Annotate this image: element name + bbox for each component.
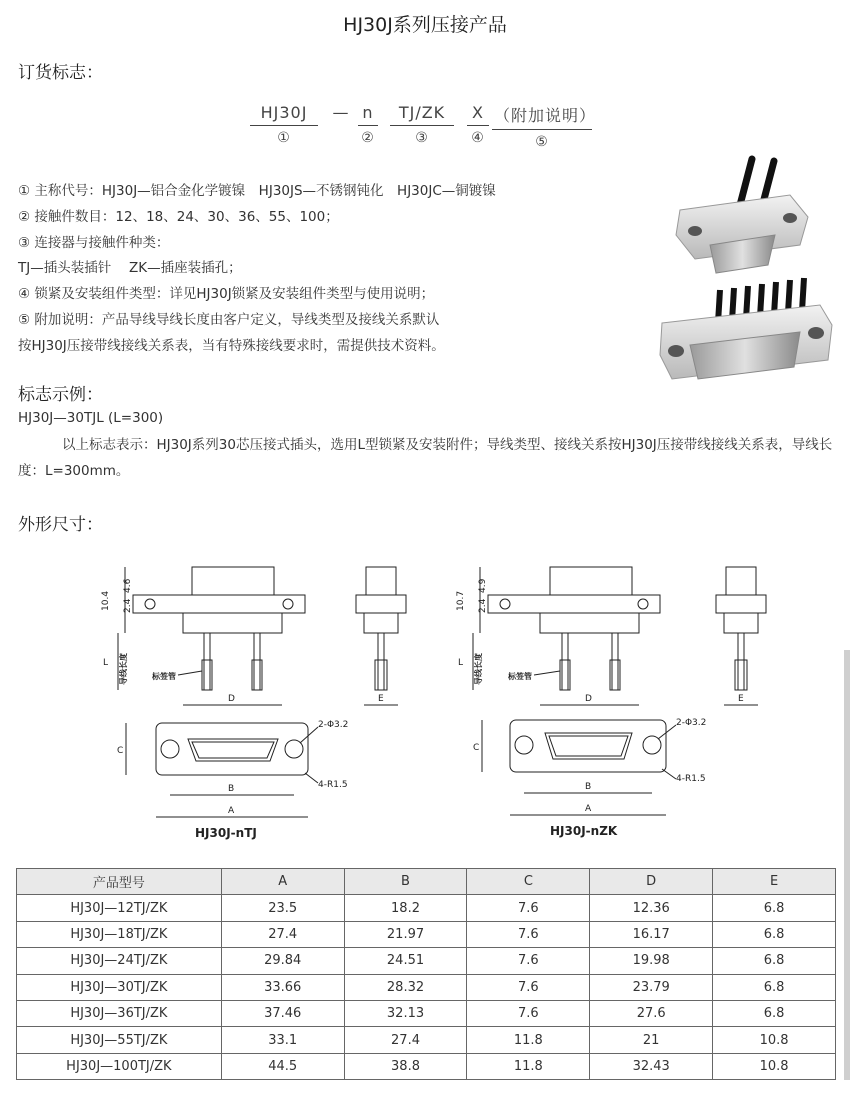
ordering-line-1: ① 主称代号：HJ30J—铝合金化学镀镍 HJ30JS—不锈钢钝化 HJ30JC—铜镀镍 [18,183,496,199]
table-cell: 12.36 [590,895,713,921]
table-cell: 29.84 [221,948,344,974]
drawing-tj [101,567,406,840]
code-segment-text: TJ/ZK [390,103,454,126]
table-cell: 33.66 [221,974,344,1000]
table-cell: 16.17 [590,921,713,947]
code-segment-number: ② [361,130,375,146]
column-header: E [713,869,836,895]
dim-a: 2.4 [123,598,133,613]
table-row [17,921,836,947]
code-segment-3 [390,103,454,146]
page-title: HJ30J系列压接产品 [343,14,507,36]
example-code: HJ30J—30TJL (L=300) [18,410,164,426]
table-cell: 6.8 [713,921,836,947]
sleeve-label: 标签管 [152,672,176,681]
table-row [17,948,836,974]
ordering-line-6: ⑤ 附加说明：产品导线导线长度由客户定义，导线类型及接线关系默认 [18,312,440,328]
code-segment-2 [358,103,378,146]
wire-length-label: 导线长度 [474,653,483,685]
table-row [17,1000,836,1026]
code-segment-text: （附加说明） [492,103,592,130]
example-paragraph: 以上标志表示：HJ30J系列30芯压接式插头，选用L型锁紧及安装附件；导线类型、接线关系按HJ30J压接带线接线关系表，导线长度：L=300mm。 [18,437,833,479]
drawing-caption: HJ30J-nTJ [195,826,257,840]
code-segment-number: ④ [471,130,485,146]
code-segment-4 [467,103,489,146]
table-cell: 10.8 [713,1027,836,1053]
table-cell: 6.8 [713,948,836,974]
dim-e: E [378,694,384,704]
table-cell: 7.6 [467,921,590,947]
table-cell: 23.79 [590,974,713,1000]
dim-c: C [117,746,124,756]
column-header: B [344,869,467,895]
dim-b: 4.6 [123,578,133,593]
dim-l: L [103,658,109,668]
connector-photo-large [660,278,832,379]
table-cell: 18.2 [344,895,467,921]
spec-table [16,868,836,1080]
table-cell: 6.8 [713,895,836,921]
code-segment-text: HJ30J [250,103,318,126]
table-header-row [17,869,836,895]
column-header: A [221,869,344,895]
table-cell: 10.8 [713,1053,836,1079]
dimensions-heading: 外形尺寸： [18,515,103,535]
table-cell: 7.6 [467,948,590,974]
code-segment-text: — [332,103,350,122]
dimension-drawing [0,555,850,845]
code-segment-1 [250,103,318,146]
table-cell: 38.8 [344,1053,467,1079]
table-cell: HJ30J—24TJ/ZK [17,948,222,974]
column-header: 产品型号 [17,869,222,895]
code-segment-number: ⑤ [535,134,549,150]
table-cell: 6.8 [713,974,836,1000]
ordering-line-5: ④ 锁紧及安装组件类型：详见HJ30J锁紧及安装组件类型与使用说明； [18,286,435,302]
table-cell: 27.4 [344,1027,467,1053]
dim-a: 2.4 [478,598,488,613]
table-cell: 6.8 [713,1000,836,1026]
table-cell: HJ30J—36TJ/ZK [17,1000,222,1026]
ordering-code [0,103,850,153]
table-cell: 11.8 [467,1027,590,1053]
table-cell: 23.5 [221,895,344,921]
product-photo [640,155,840,395]
dim-a-width: A [228,806,235,816]
table-cell: HJ30J—30TJ/ZK [17,974,222,1000]
dim-e: E [738,694,744,704]
table-cell: HJ30J—55TJ/ZK [17,1027,222,1053]
hole-label: 2-Φ3.2 [676,718,707,728]
table-cell: 27.6 [590,1000,713,1026]
dim-b: 4.9 [478,578,488,593]
code-segment-dash [330,103,352,125]
table-cell: 21 [590,1027,713,1053]
table-cell: HJ30J—12TJ/ZK [17,895,222,921]
sleeve-label: 标签管 [508,672,532,681]
code-segment-5 [492,103,597,150]
example-heading: 标志示例： [18,385,103,405]
table-cell: 28.32 [344,974,467,1000]
table-cell: 24.51 [344,948,467,974]
ordering-line-7: 按HJ30J压接带线接线关系表，当有特殊接线要求时，需提供技术资料。 [18,338,445,354]
ordering-line-4: TJ—插头装插针 ZK—插座装插孔； [18,260,242,276]
ordering-line-2: ② 接触件数目：12、18、24、30、36、55、100； [18,209,339,225]
table-cell: HJ30J—100TJ/ZK [17,1053,222,1079]
code-segment-text: n [358,103,378,126]
scrollbar[interactable] [844,650,850,1080]
radius-label: 4-R1.5 [676,774,706,784]
dim-c: C [473,743,480,753]
radius-label: 4-R1.5 [318,780,348,790]
table-cell: 33.1 [221,1027,344,1053]
ordering-heading: 订货标志： [18,63,103,83]
table-cell: 7.6 [467,1000,590,1026]
table-cell: 32.13 [344,1000,467,1026]
drawing-zk [456,567,766,838]
code-segment-number: ① [277,130,291,146]
dim-b-width: B [228,784,235,794]
table-cell: 21.97 [344,921,467,947]
dim-total: 10.4 [101,590,111,611]
column-header: C [467,869,590,895]
table-row [17,895,836,921]
table-cell: 19.98 [590,948,713,974]
table-cell: 44.5 [221,1053,344,1079]
table-cell: 37.46 [221,1000,344,1026]
hole-label: 2-Φ3.2 [318,720,349,730]
dim-a-width: A [585,804,592,814]
column-header: D [590,869,713,895]
drawing-caption: HJ30J-nZK [550,824,618,838]
table-cell: 7.6 [467,974,590,1000]
code-segment-text: X [467,103,489,126]
wire-length-label: 导线长度 [119,653,128,685]
table-row [17,1027,836,1053]
table-cell: 11.8 [467,1053,590,1079]
code-segment-number: ③ [415,130,429,146]
dim-total: 10.7 [456,590,466,611]
table-cell: 32.43 [590,1053,713,1079]
table-cell: 7.6 [467,895,590,921]
table-row [17,974,836,1000]
table-cell: 27.4 [221,921,344,947]
dim-d: D [585,694,592,704]
table-cell: HJ30J—18TJ/ZK [17,921,222,947]
dim-l: L [458,658,464,668]
dim-d: D [228,694,235,704]
connector-photo-small [676,159,808,273]
dim-b-width: B [585,782,592,792]
ordering-line-3: ③ 连接器与接触件种类： [18,235,170,251]
table-row [17,1053,836,1079]
